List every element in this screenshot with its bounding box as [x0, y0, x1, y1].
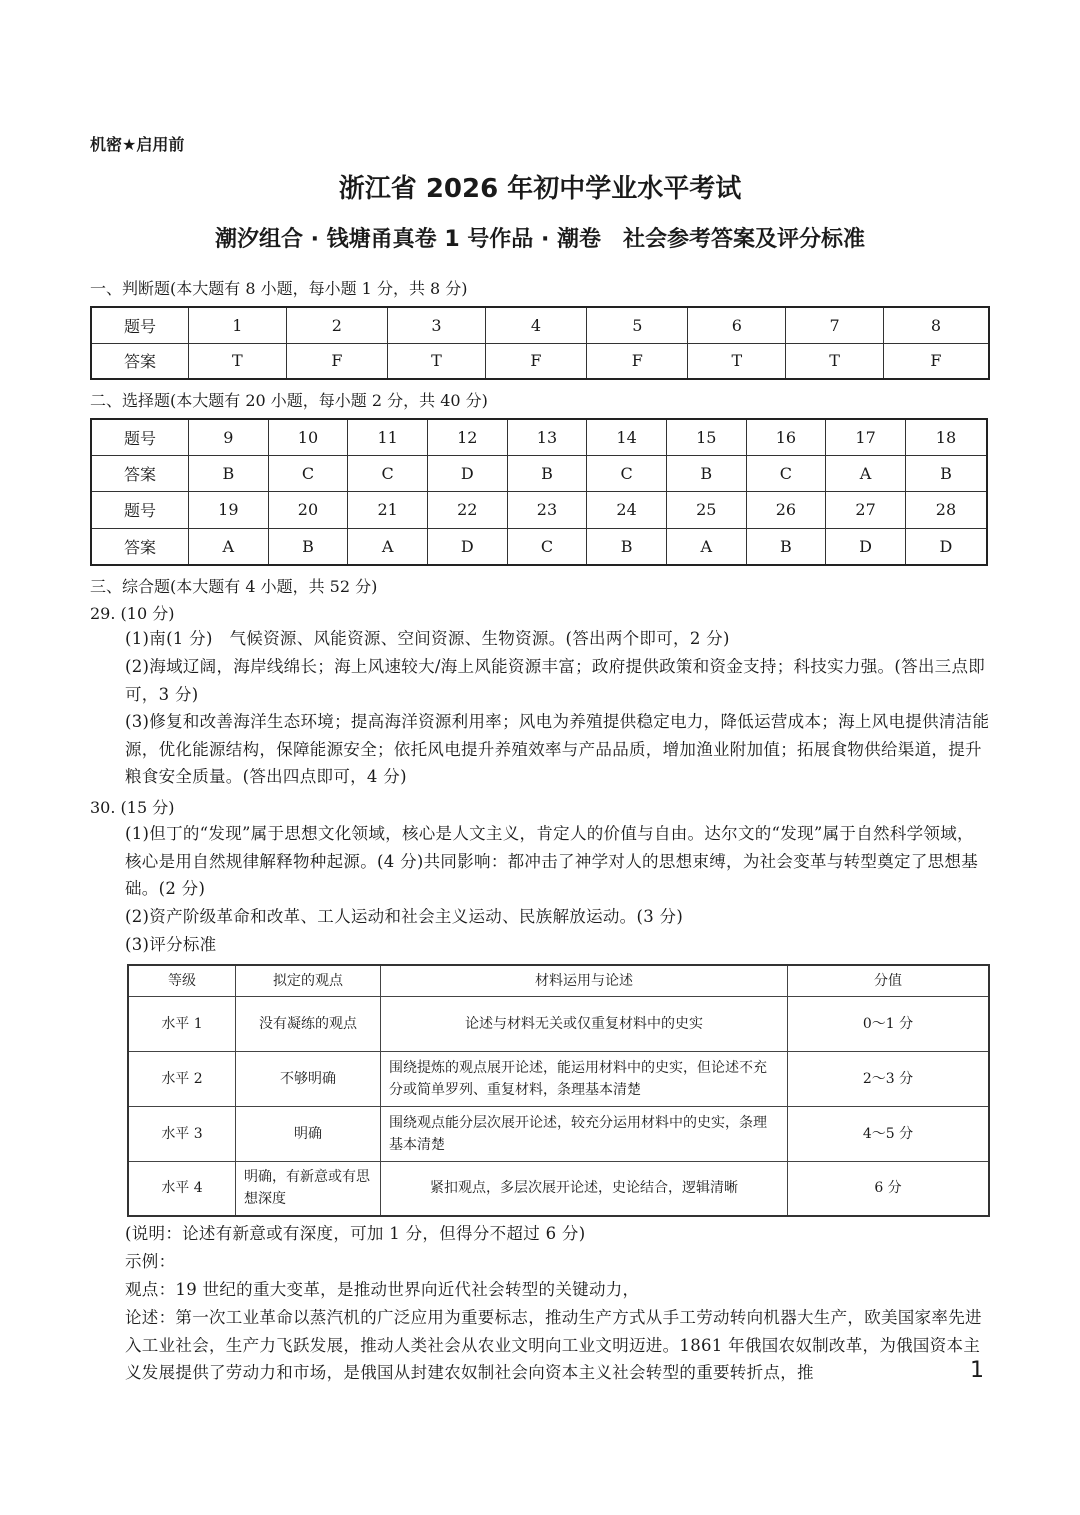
page-number: 1	[970, 1358, 984, 1383]
table-cell: 紧扣观点，多层次展开论述，史论结合，逻辑清晰	[381, 1161, 788, 1216]
table-row	[128, 1106, 989, 1161]
table-cell: D	[826, 528, 906, 565]
table-cell: 1	[189, 307, 287, 343]
table-cell: D	[427, 455, 507, 491]
table-cell: 围绕观点能分层次展开论述，较充分运用材料中的史实，条理基本清楚	[381, 1106, 788, 1161]
table-row	[91, 491, 987, 528]
table-row	[91, 307, 989, 343]
table-cell: C	[268, 455, 348, 491]
table-row	[91, 455, 987, 491]
column-header: 材料运用与论述	[381, 965, 788, 996]
rubric-note: (说明：论述有新意或有深度，可加 1 分，但得分不超过 6 分)	[125, 1224, 586, 1243]
table-cell: D	[427, 528, 507, 565]
table-cell: 水平 3	[128, 1106, 236, 1161]
q29-answer-2: (2)海域辽阔，海岸线绵长；海上风速较大/海上风能资源丰富；政府提供政策和资金支持；科技实力强。(答出三点即可，3 分)	[125, 657, 986, 704]
table-cell: 15	[666, 419, 746, 455]
table-cell: 2	[286, 307, 387, 343]
row-label: 答案	[91, 528, 189, 565]
confidential-label: 机密★启用前	[90, 135, 185, 154]
table-cell: 0～1 分	[788, 996, 990, 1051]
table-cell: B	[666, 455, 746, 491]
table-cell: B	[268, 528, 348, 565]
q30-answer-3: (3)评分标准	[125, 935, 217, 954]
table-cell: 6 分	[788, 1161, 990, 1216]
page-subtitle: 潮汐组合 · 钱塘甬真卷 1 号作品 · 潮卷 社会参考答案及评分标准	[215, 227, 865, 252]
table-cell: 11	[348, 419, 428, 455]
table-cell: B	[905, 455, 987, 491]
table-cell: 14	[587, 419, 667, 455]
table-row	[91, 343, 989, 379]
table-cell: 不够明确	[236, 1051, 381, 1106]
q30-answer-1: (1)但丁的“发现”属于思想文化领域，核心是人文主义，肯定人的价值与自由。达尔文的“发现”属于自然科学领域，核心是用自然规律解释物种起源。(4 分)共同影响：都冲击了神学对人的思想束缚，为社会变革与转型奠定了思想基础。(2 分)	[125, 824, 979, 898]
section2-answer-table	[90, 418, 988, 566]
question-29-label: 29. (10 分)	[90, 604, 175, 623]
table-cell: 4	[485, 307, 586, 343]
table-cell: 水平 4	[128, 1161, 236, 1216]
example-label: 示例：	[125, 1252, 176, 1271]
table-cell: 26	[746, 491, 826, 528]
row-label: 题号	[91, 491, 189, 528]
table-cell: 围绕提炼的观点展开论述，能运用材料中的史实，但论述不充分或简单罗列、重复材料，条理基本清楚	[381, 1051, 788, 1106]
table-cell: 13	[507, 419, 587, 455]
table-cell: 22	[427, 491, 507, 528]
table-cell: 水平 2	[128, 1051, 236, 1106]
table-cell: 28	[905, 491, 987, 528]
table-cell: B	[587, 528, 667, 565]
table-cell: B	[189, 455, 269, 491]
table-cell: 2～3 分	[788, 1051, 990, 1106]
row-label: 答案	[91, 343, 189, 379]
table-cell: 16	[746, 419, 826, 455]
row-label: 题号	[91, 419, 189, 455]
table-cell: 17	[826, 419, 906, 455]
table-cell: 10	[268, 419, 348, 455]
section3-heading: 三、综合题(本大题有 4 小题，共 52 分)	[90, 577, 378, 596]
section1-answer-table	[90, 306, 990, 380]
table-row	[128, 1161, 989, 1216]
table-row	[91, 419, 987, 455]
table-cell: 论述与材料无关或仅重复材料中的史实	[381, 996, 788, 1051]
example-argument: 论述：第一次工业革命以蒸汽机的广泛应用为重要标志，推动生产方式从手工劳动转向机器大生产，欧美国家率先进入工业社会，生产力飞跃发展，推动人类社会从农业文明向工业文明迈进。1861 年俄国农奴制改革，为俄国资本主义发展提供了劳动力和市场，是俄国从封建农奴制社会向资本主义社会转型的重要转折点，推	[125, 1308, 982, 1382]
table-cell: 19	[189, 491, 269, 528]
column-header: 等级	[128, 965, 236, 996]
q30-answer-2: (2)资产阶级革命和改革、工人运动和社会主义运动、民族解放运动。(3 分)	[125, 907, 684, 926]
table-cell: 18	[905, 419, 987, 455]
table-cell: F	[485, 343, 586, 379]
table-cell: C	[507, 528, 587, 565]
table-cell: A	[666, 528, 746, 565]
table-row	[128, 996, 989, 1051]
section2-heading: 二、选择题(本大题有 20 小题，每小题 2 分，共 40 分)	[90, 391, 488, 410]
table-cell: 8	[883, 307, 989, 343]
table-cell: T	[688, 343, 786, 379]
table-cell: A	[189, 528, 269, 565]
table-cell: 20	[268, 491, 348, 528]
table-header-row	[128, 965, 989, 996]
table-cell: 3	[388, 307, 486, 343]
row-label: 题号	[91, 307, 189, 343]
table-cell: T	[388, 343, 486, 379]
example-viewpoint: 观点：19 世纪的重大变革，是推动世界向近代社会转型的关键动力，	[125, 1280, 640, 1299]
table-cell: C	[348, 455, 428, 491]
table-cell: 9	[189, 419, 269, 455]
table-cell: 21	[348, 491, 428, 528]
table-cell: B	[746, 528, 826, 565]
row-label: 答案	[91, 455, 189, 491]
table-cell: 27	[826, 491, 906, 528]
scoring-rubric-table	[127, 964, 990, 1217]
column-header: 拟定的观点	[236, 965, 381, 996]
section1-heading: 一、判断题(本大题有 8 小题，每小题 1 分，共 8 分)	[90, 279, 468, 298]
page-title: 浙江省 2026 年初中学业水平考试	[338, 174, 742, 204]
table-row	[128, 1051, 989, 1106]
table-cell: T	[189, 343, 287, 379]
table-cell: 水平 1	[128, 996, 236, 1051]
table-cell: 明确，有新意或有思想深度	[236, 1161, 381, 1216]
table-cell: 7	[786, 307, 884, 343]
table-cell: 12	[427, 419, 507, 455]
column-header: 分值	[788, 965, 990, 996]
table-cell: B	[507, 455, 587, 491]
table-cell: 25	[666, 491, 746, 528]
table-row	[91, 528, 987, 565]
table-cell: 4～5 分	[788, 1106, 990, 1161]
table-cell: A	[348, 528, 428, 565]
table-cell: 6	[688, 307, 786, 343]
q29-answer-1: (1)南(1 分) 气候资源、风能资源、空间资源、生物资源。(答出两个即可，2 分)	[125, 629, 730, 648]
table-cell: 23	[507, 491, 587, 528]
table-cell: F	[286, 343, 387, 379]
table-cell: 没有凝练的观点	[236, 996, 381, 1051]
table-cell: T	[786, 343, 884, 379]
table-cell: F	[883, 343, 989, 379]
table-cell: D	[905, 528, 987, 565]
table-cell: A	[826, 455, 906, 491]
question-30-label: 30. (15 分)	[90, 798, 175, 817]
table-cell: F	[587, 343, 688, 379]
table-cell: C	[746, 455, 826, 491]
table-cell: 明确	[236, 1106, 381, 1161]
q29-answer-3: (3)修复和改善海洋生态环境；提高海洋资源利用率；风电为养殖提供稳定电力，降低运营成本；海上风电提供清洁能源，优化能源结构，保障能源安全；依托风电提升养殖效率与产品品质，增加渔业附加值；拓展食物供给渠道，提升粮食安全质量。(答出四点即可，4 分)	[125, 712, 990, 786]
table-cell: 24	[587, 491, 667, 528]
table-cell: C	[587, 455, 667, 491]
table-cell: 5	[587, 307, 688, 343]
